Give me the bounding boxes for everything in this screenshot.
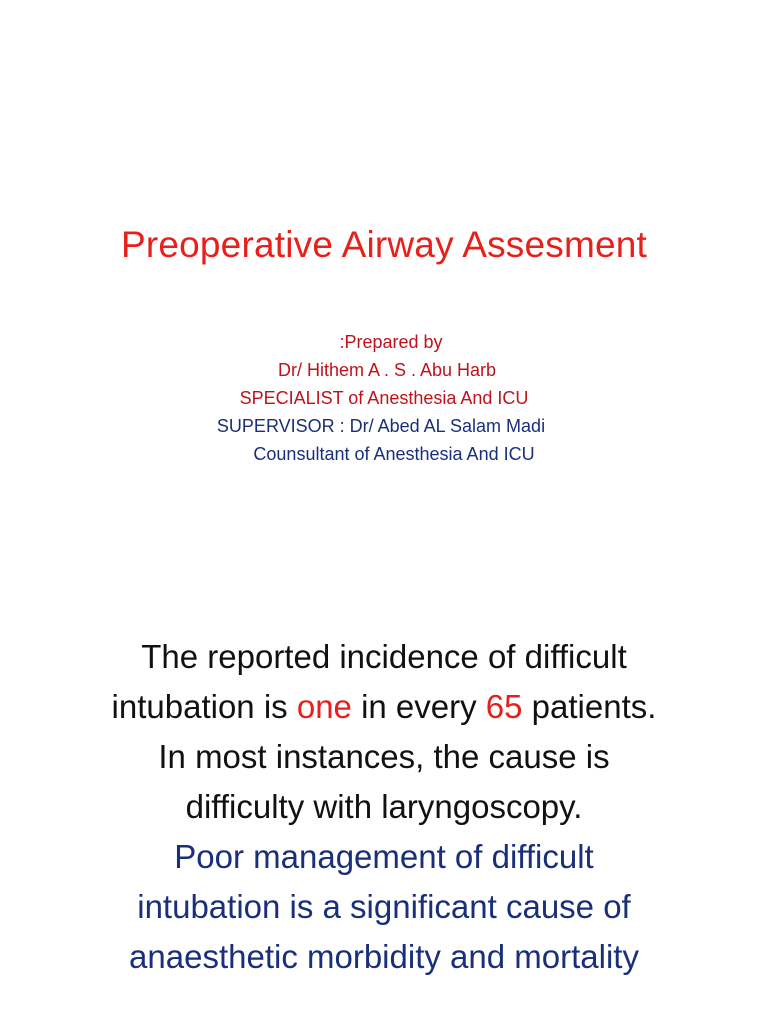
credits-block xyxy=(0,328,768,468)
body-paragraph xyxy=(0,632,768,982)
author-name: Dr/ Hithem A . S . Abu Harb xyxy=(277,360,497,380)
body-line-5: Poor management of difficult xyxy=(174,838,594,875)
body-line-4: difficulty with laryngoscopy. xyxy=(185,788,583,825)
body-line-2-c: in every xyxy=(351,688,486,725)
slide-title: Preoperative Airway Assesment xyxy=(120,224,648,265)
body-line-7: anaesthetic morbidity and mortality xyxy=(129,938,639,975)
body-line-6: intubation is a significant cause of xyxy=(137,888,631,925)
body-line-2 xyxy=(0,682,768,732)
body-line-2-a: intubation is xyxy=(111,688,297,725)
highlight-65: 65 xyxy=(485,688,523,725)
prepared-by-label: :Prepared by xyxy=(339,332,443,352)
body-line-1: The reported incidence of difficult xyxy=(141,638,627,675)
supervisor-line: SUPERVISOR : Dr/ Abed AL Salam Madi xyxy=(216,416,546,436)
body-line-3: In most instances, the cause is xyxy=(158,738,610,775)
author-role: SPECIALIST of Anesthesia And ICU xyxy=(239,388,529,408)
highlight-one: one xyxy=(296,688,352,725)
supervisor-role: Counsultant of Anesthesia And ICU xyxy=(253,444,535,464)
body-line-2-e: patients. xyxy=(522,688,657,725)
